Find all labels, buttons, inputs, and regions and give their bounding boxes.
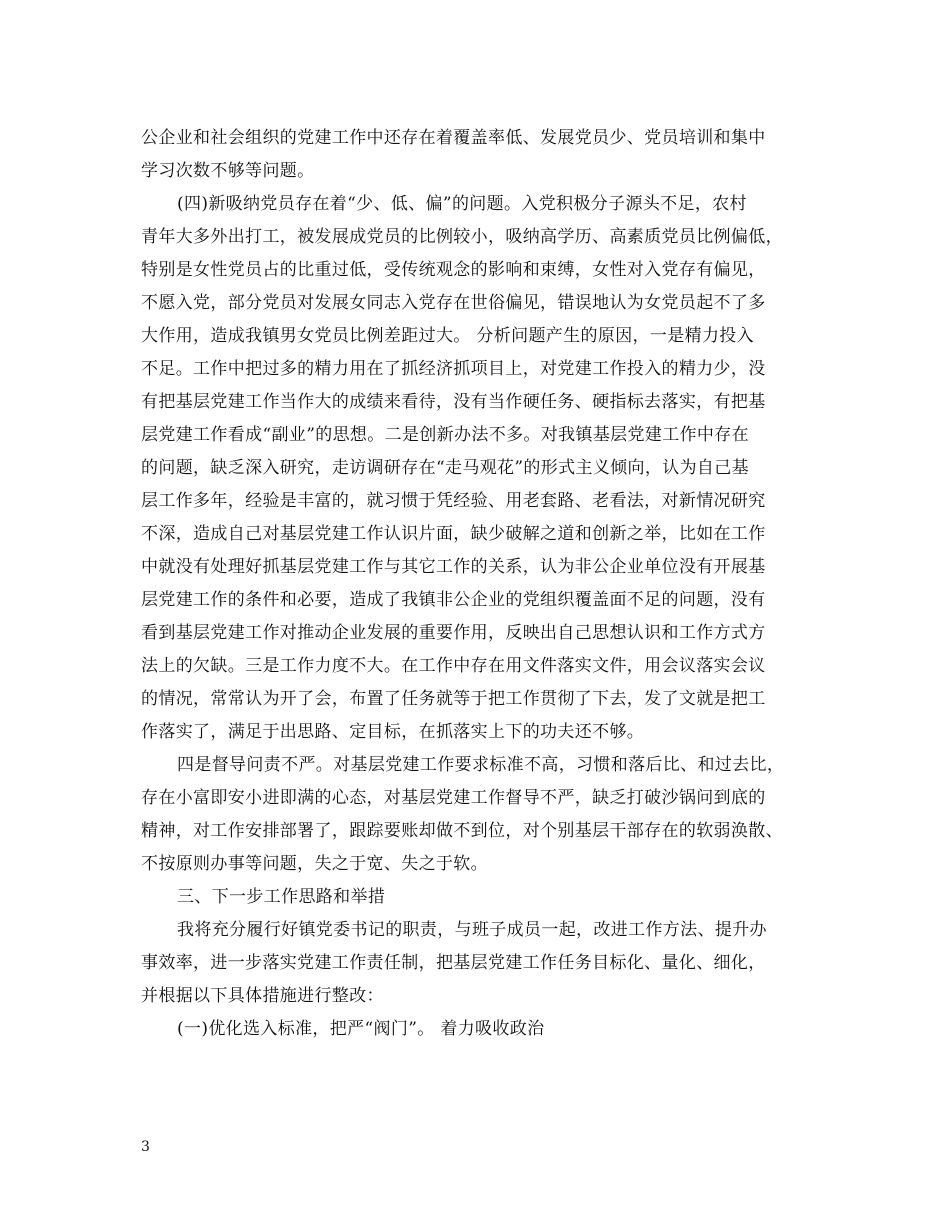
text-line: 的问题，缺乏深入研究，走访调研存在“走马观花”的形式主义倾向，认为自己基: [141, 458, 749, 478]
text-line: 存在小富即安小进即满的心态，对基层党建工作督导不严，缺乏打破沙锅问到底的: [141, 788, 766, 808]
text-line: 不按原则办事等问题，失之于宽、失之于软。: [141, 854, 488, 874]
text-line: 我将充分履行好镇党委书记的职责，与班子成员一起，改进工作方法、提升办: [177, 920, 767, 940]
text-line: 并根据以下具体措施进行整改：: [141, 986, 384, 1006]
text-line: 学习次数不够等问题。: [141, 161, 315, 181]
text-line: 精神，对工作安排部署了，跟踪要账却做不到位，对个别基层干部存在的软弱涣散、: [141, 821, 783, 841]
text-line: 层党建工作看成“副业”的思想。二是创新办法不多。对我镇基层党建工作中存在: [141, 425, 749, 445]
text-line: 特别是女性党员占的比重过低，受传统观念的影响和束缚，女性对入党存有偏见，: [141, 260, 766, 280]
text-line: 有把基层党建工作当作大的成绩来看待，没有当作硬任务、硬指标去落实，有把基: [141, 392, 766, 412]
page-number: 3: [141, 1139, 150, 1155]
text-line: (一)优化选入标准，把严“阀门”。 着力吸收政治: [177, 1019, 545, 1039]
text-line: 四是督导问责不严。对基层党建工作要求标准不高，习惯和落后比、和过去比，: [177, 755, 785, 775]
text-line: 中就没有处理好抓基层党建工作与其它工作的关系，认为非公企业单位没有开展基: [141, 557, 766, 577]
text-line: 不深，造成自己对基层党建工作认识片面，缺少破解之道和创新之举，比如在工作: [141, 524, 766, 544]
text-line: 作落实了，满足于出思路、定目标，在抓落实上下的功夫还不够。: [141, 722, 645, 742]
text-line: 青年大多外出打工，被发展成党员的比例较小，吸纳高学历、高素质党员比例偏低，: [141, 227, 783, 247]
text-line: 不愿入党，部分党员对发展女同志入党存在世俗偏见，错误地认为女党员起不了多: [141, 293, 766, 313]
text-line: 法上的欠缺。三是工作力度不大。在工作中存在用文件落实文件，用会议落实会议: [141, 656, 766, 676]
text-line: (四)新吸纳党员存在着“少、低、偏”的问题。入党积极分子源头不足，农村: [177, 194, 747, 214]
text-line: 大作用，造成我镇男女党员比例差距过大。 分析问题产生的原因，一是精力投入: [141, 326, 755, 346]
text-line: 看到基层党建工作对推动企业发展的重要作用，反映出自己思想认识和工作方式方: [141, 623, 766, 643]
section-heading: 三、下一步工作思路和举措: [177, 887, 386, 907]
text-line: 层工作多年，经验是丰富的，就习惯于凭经验、用老套路、老看法，对新情况研究: [141, 491, 766, 511]
text-line: 不足。工作中把过多的精力用在了抓经济抓项目上，对党建工作投入的精力少，没: [141, 359, 766, 379]
text-line: 层党建工作的条件和必要，造成了我镇非公企业的党组织覆盖面不足的问题，没有: [141, 590, 766, 610]
text-line: 的情况，常常认为开了会，布置了任务就等于把工作贯彻了下去，发了文就是把工: [141, 689, 766, 709]
text-line: 事效率，进一步落实党建工作责任制，把基层党建工作任务目标化、量化、细化，: [141, 953, 766, 973]
text-line: 公企业和社会组织的党建工作中还存在着覆盖率低、发展党员少、党员培训和集中: [141, 128, 766, 148]
